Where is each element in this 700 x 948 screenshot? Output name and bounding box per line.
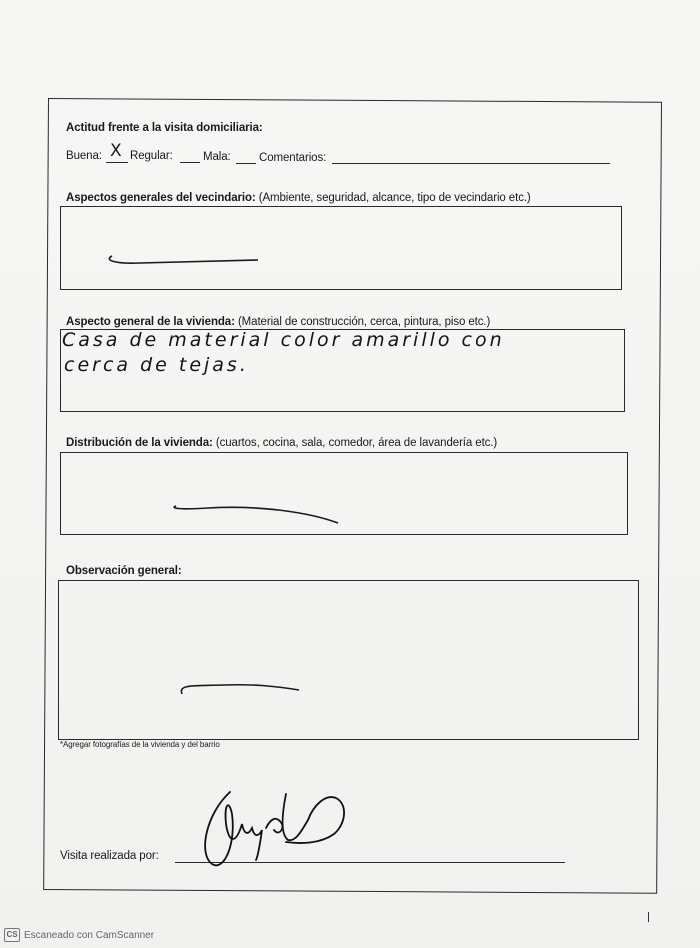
- scanner-footer-text: Escaneado con CamScanner: [24, 929, 155, 941]
- camscanner-logo: CS: [4, 928, 20, 942]
- observation-title: Observación general:: [66, 565, 182, 577]
- buena-mark: X: [110, 141, 122, 161]
- observation-note: *Agregar fotografías de la vivienda y del barrio: [60, 740, 220, 749]
- distribution-hint: (cuartos, cocina, sala, comedor, área de lavandería etc.): [215, 437, 498, 449]
- visit-label: Visita realizada por:: [60, 850, 159, 862]
- regular-line: [180, 162, 200, 163]
- regular-label: Regular:: [130, 150, 173, 162]
- comentarios-line: [332, 163, 610, 164]
- observation-dash-stroke: [174, 680, 304, 700]
- buena-line: [106, 162, 128, 163]
- neighborhood-dash-stroke: [100, 250, 260, 270]
- observation-box: [58, 580, 639, 740]
- scanner-footer: [4, 928, 154, 942]
- distribution-dash-stroke: [168, 498, 348, 528]
- housing-answer-line1: Casa de material color amarillo con: [62, 329, 505, 351]
- housing-title: Aspecto general de la vivienda:: [66, 316, 235, 328]
- neighborhood-heading: [66, 192, 531, 204]
- stray-mark: [648, 912, 649, 922]
- buena-label: Buena:: [66, 150, 102, 162]
- housing-answer-line2: cerca de tejas.: [64, 354, 249, 376]
- mala-label: Mala:: [203, 151, 231, 163]
- comentarios-label: Comentarios:: [259, 152, 327, 164]
- neighborhood-box: [60, 206, 622, 290]
- housing-hint: (Material de construcción, cerca, pintura, piso etc.): [237, 316, 491, 328]
- attitude-title: Actitud frente a la visita domiciliaria:: [66, 122, 263, 134]
- mala-line: [236, 163, 256, 164]
- distribution-heading: [66, 437, 497, 449]
- signature-image: [196, 784, 356, 874]
- neighborhood-hint: (Ambiente, seguridad, alcance, tipo de vecindario etc.): [258, 192, 531, 204]
- housing-heading: [66, 316, 490, 328]
- neighborhood-title: Aspectos generales del vecindario:: [66, 192, 256, 204]
- distribution-title: Distribución de la vivienda:: [66, 437, 213, 449]
